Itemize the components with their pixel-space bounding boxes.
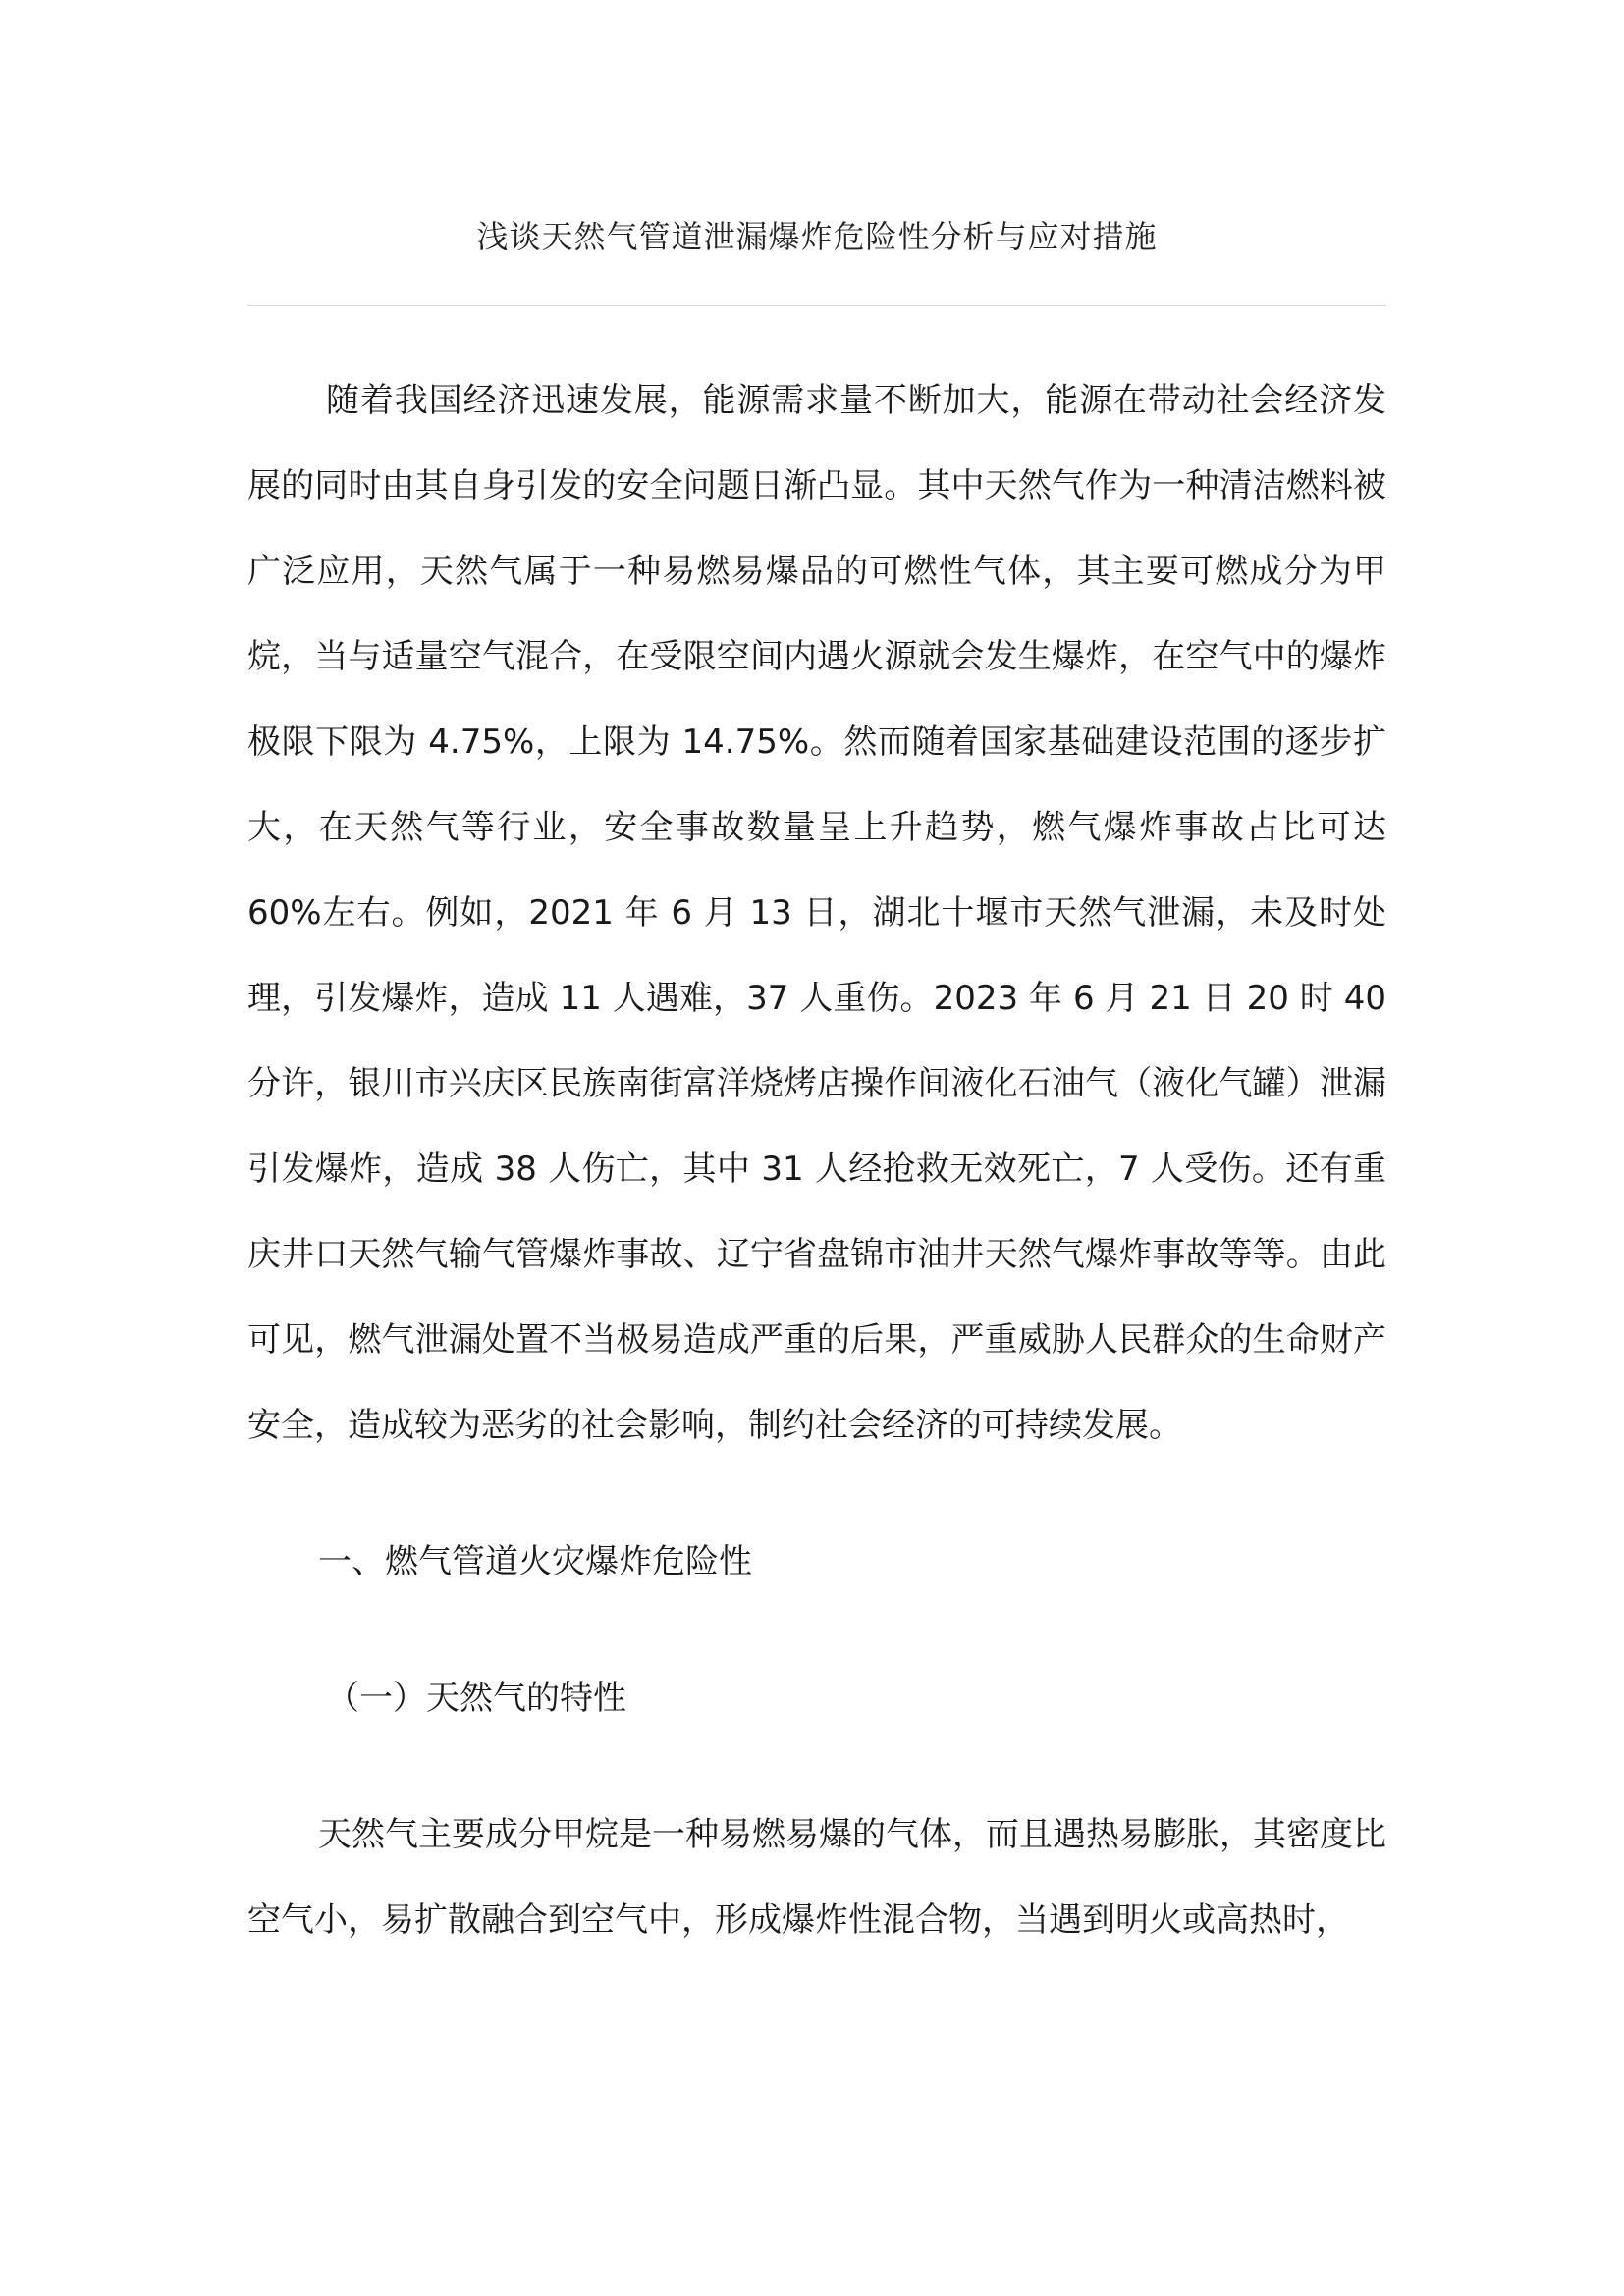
section-heading: 一、燃气管道火灾爆炸危险性 — [318, 1542, 752, 1581]
subsection-heading: （一）天然气的特性 — [326, 1679, 626, 1718]
document-title: 浅谈天然气管道泄漏爆炸危险性分析与应对措施 — [476, 218, 1158, 255]
title-divider — [247, 305, 1386, 306]
subsection-paragraph: 天然气主要成分甲烷是一种易燃易爆的气体，而且遇热易膨胀，其密度比空气小，易扩散融合到空气中，形成爆炸性混合物，当遇到明火或高热时， — [247, 1815, 1386, 1940]
intro-paragraph: 随着我国经济迅速发展，能源需求量不断加大，能源在带动社会经济发展的同时由其自身引发的安全问题日渐凸显。其中天然气作为一种清洁燃料被广泛应用，天然气属于一种易燃易爆品的可燃性气体，其主要可燃成分为甲烷，当与适量空气混合，在受限空间内遇火源就会发生爆炸，在空气中的爆炸极限下限为 4.75%，上限为 14.75%。然而随着国家基础建设范围的逐步扩大，在天然气等行业，安全事故数量呈上升趋势，燃气爆炸事故占比可达 60%左右。例如，2021 年 6 月 13 日，湖北十堰市天然气泄漏，未及时处理，引发爆炸，造成 11 人遇难，37 人重伤。2023 年 6 月 21 日 20 时 40 分许，银川市兴庆区民族南街富洋烧烤店操作间液化石油气（液化气罐）泄漏引发爆炸，造成 38 人伤亡，其中 31 人经抢救无效死亡，7 人受伤。还有重庆井口天然气输气管爆炸事故、辽宁省盘锦市油井天然气爆炸事故等等。由此可见，燃气泄漏处置不当极易造成严重的后果，严重威胁人民群众的生命财产安全，造成较为恶劣的社会影响，制约社会经济的可持续发展。 — [247, 381, 1386, 1445]
